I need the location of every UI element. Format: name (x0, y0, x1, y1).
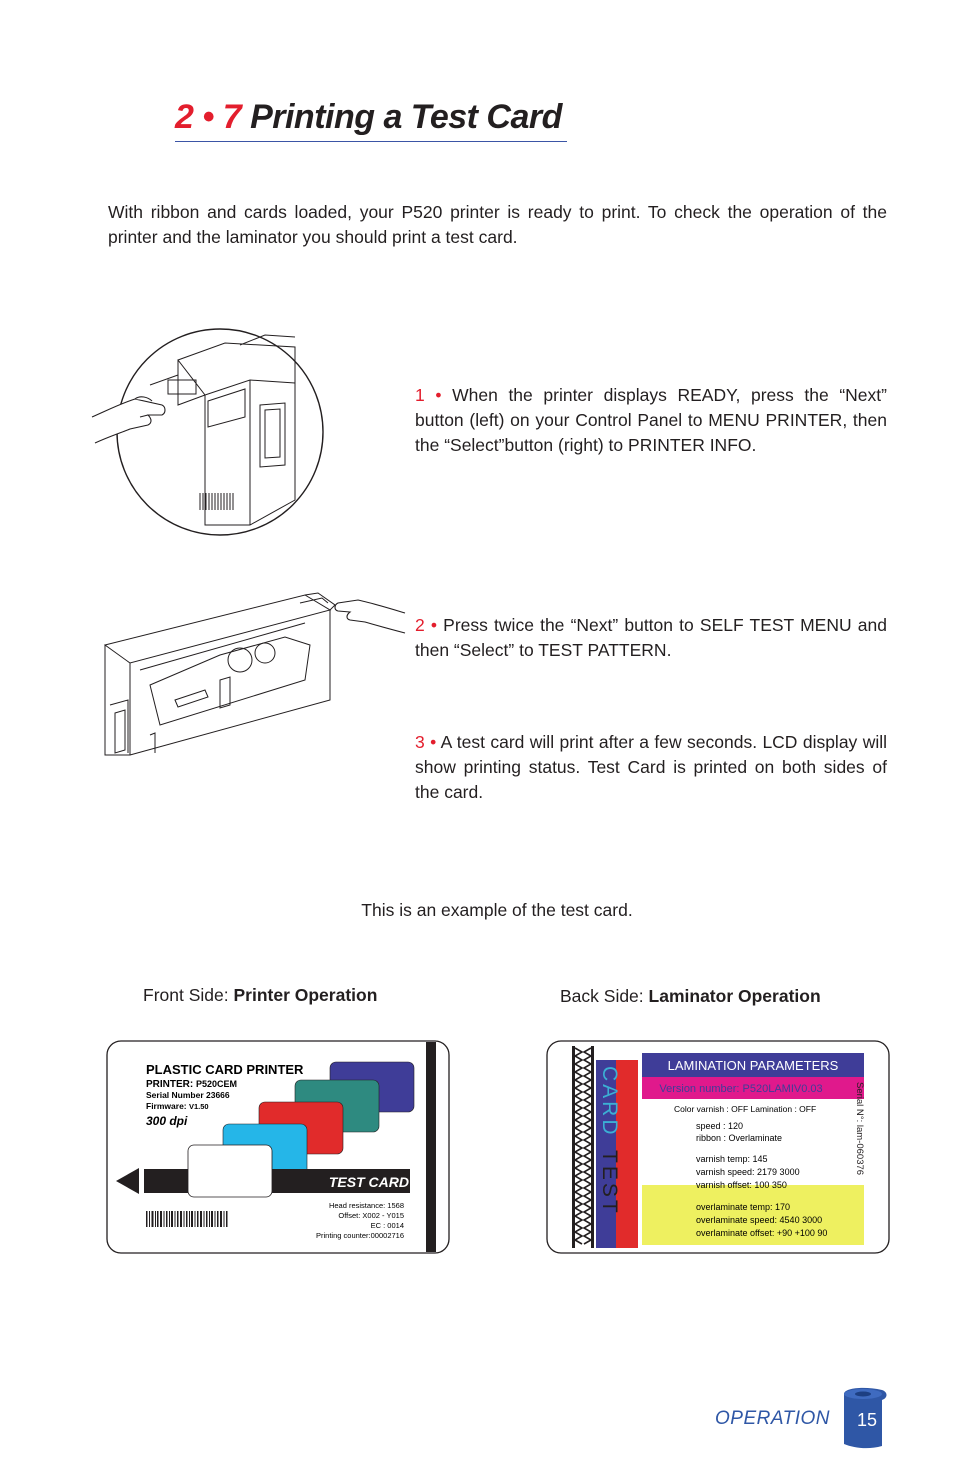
back-side-label: Back Side: Laminator Operation (560, 986, 821, 1006)
test-word: TEST (598, 1150, 621, 1216)
lamination-header: LAMINATION PARAMETERS (667, 1058, 839, 1073)
svg-text:PRINTER: P520CEM: PRINTER: P520CEM (146, 1079, 238, 1090)
front-heading: PLASTIC CARD PRINTER (146, 1062, 304, 1077)
page-number: 15 (856, 1410, 878, 1430)
overlaminate-offset: overlaminate offset: +90 +100 90 (696, 1228, 828, 1238)
color-panel-white (188, 1145, 272, 1197)
step-1 (415, 383, 887, 458)
test-card-caption: This is an example of the test card. (361, 900, 633, 920)
step-3-text: A test card will print after a few seconds. LCD display will show printing status. Test Card is printed on both sides of the card. (415, 732, 887, 802)
front-side-label: Front Side: Printer Operation (143, 985, 378, 1005)
front-serial: Serial Number 23666 (146, 1090, 230, 1100)
color-varnish: Color varnish : OFF Lamination : OFF (674, 1104, 817, 1114)
ribbon: ribbon : Overlaminate (696, 1133, 783, 1143)
section-title: Printing a Test Card (250, 98, 562, 136)
printing-counter: Printing counter:00002716 (316, 1231, 404, 1240)
step-3-number: 3 • (415, 732, 437, 752)
lam-serial: Serial N°: lam-060376 (854, 1082, 865, 1176)
step-2 (415, 613, 887, 663)
front-test-card (106, 1040, 450, 1254)
footer-section-label: OPERATION (715, 1408, 830, 1429)
control-panel-illustration (90, 325, 330, 540)
section-number: 2 • 7 (175, 98, 242, 136)
ec-value: EC : 0014 (370, 1221, 404, 1230)
step-1-number: 1 • (415, 385, 442, 405)
printer-laminator-illustration (100, 585, 410, 765)
step-1-text: When the printer displays READY, press the “Next” button (left) on your Control Panel to MENU PRINTER, then the “Select”button (right) to PRINTER INFO. (415, 385, 887, 455)
version-number: Version number: P520LAMIV0.03 (659, 1083, 823, 1095)
step-2-number: 2 • (415, 615, 438, 635)
speed: speed : 120 (696, 1121, 744, 1131)
title-underline (175, 141, 567, 142)
varnish-temp: varnish temp: 145 (696, 1154, 768, 1164)
back-test-card (546, 1040, 890, 1254)
front-dpi: 300 dpi (146, 1114, 188, 1128)
overlaminate-speed: overlaminate speed: 4540 3000 (696, 1215, 823, 1225)
card-word: CARD (598, 1066, 621, 1138)
varnish-speed: varnish speed: 2179 3000 (696, 1167, 800, 1177)
offset-value: Offset: X002 - Y015 (338, 1211, 404, 1220)
hand-icon (335, 600, 405, 633)
page-title (175, 98, 562, 137)
head-resistance: Head resistance: 1568 (328, 1201, 404, 1210)
svg-text:Firmware: V1.50: Firmware: V1.50 (146, 1101, 209, 1111)
step-2-text: Press twice the “Next” button to SELF TEST MENU and then “Select” to TEST PATTERN. (415, 615, 887, 660)
intro-paragraph: With ribbon and cards loaded, your P520 printer is ready to print. To check the operation of the printer and the laminator you should print a test card. (108, 202, 887, 247)
step-3 (415, 730, 887, 805)
varnish-offset: varnish offset: 100 350 (696, 1180, 787, 1190)
barcode-icon (146, 1211, 228, 1227)
test-card-label: TEST CARD (328, 1174, 409, 1190)
overlaminate-temp: overlaminate temp: 170 (696, 1202, 791, 1212)
